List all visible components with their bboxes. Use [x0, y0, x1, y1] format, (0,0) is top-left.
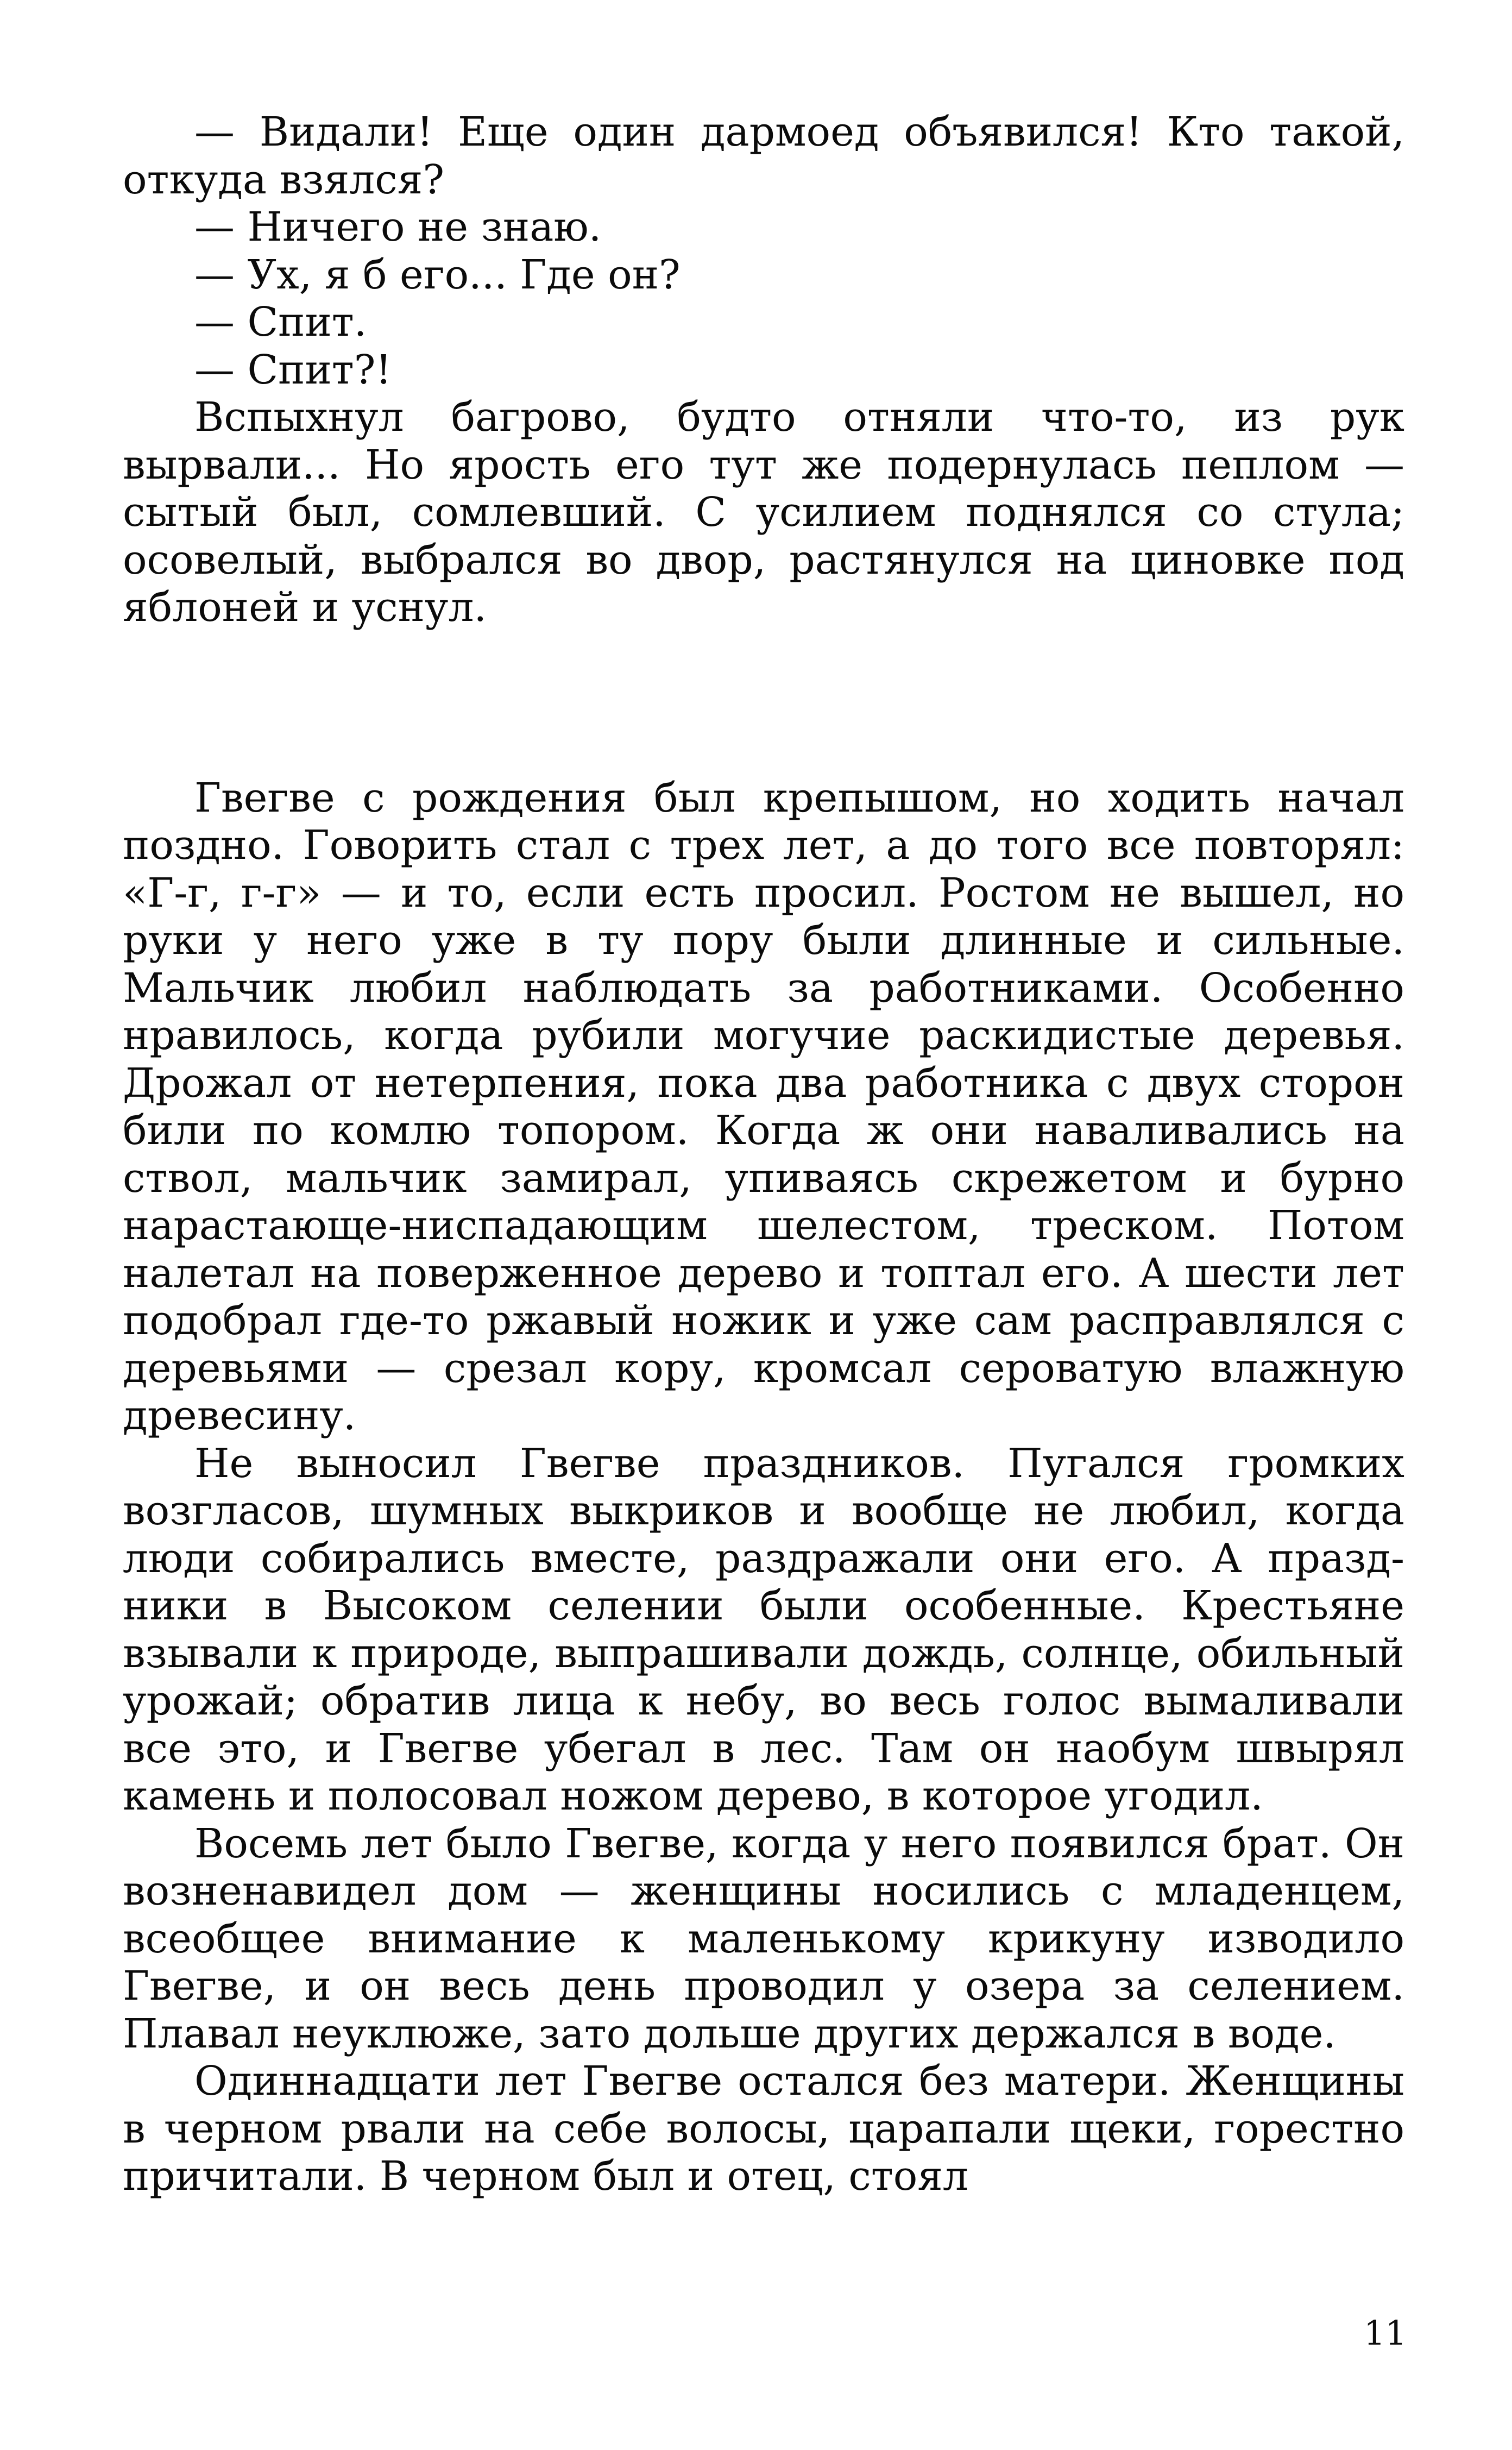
dialogue-line-1: — Видали! Еще один дармоед объявился! Кто такой, откуда взялся?	[123, 109, 1404, 203]
story-paragraph-4: Одиннадцати лет Гвегве остался без матери. Женщины в черном рвали на себе волосы, царапали щеки, горестно причитали. В черном был и отец, стоял	[123, 2058, 1404, 2200]
page-number: 11	[1364, 2313, 1407, 2353]
narrative-paragraph: Вспыхнул багрово, будто отняли что-то, из рук вырвали... Но ярость его тут же подернулась пеплом — сытый был, сомлевший. С усилием поднялся со стула; осовелый, выбрался во двор, растянулся на циновке под яблоней и уснул.	[123, 394, 1404, 631]
section-break	[123, 632, 1404, 775]
page-body	[123, 109, 1404, 2201]
story-section	[123, 775, 1404, 2201]
story-paragraph-2: Не выносил Гвегве праздников. Пугался громких возгласов, шумных выкриков и вообще не любил, когда люди собирались вместе, раздражали они его. А праздники в Высоком селении были особенные. Крестьяне взывали к природе, выпрашивали дождь, солнце, обильный урожай; обратив лица к небу, во весь голос вымаливали все это, и Гвегве убегал в лес. Там он наобум швырял камень и полосовал ножом дерево, в которое угодил.	[123, 1440, 1404, 1819]
story-paragraph-3: Восемь лет было Гвегве, когда у него появился брат. Он возненавидел дом — женщины носились с младенцем, всеобщее внимание к маленькому крикуну изводило Гвегве, и он весь день проводил у озера за селением. Плавал неуклюже, зато дольше других держался в воде.	[123, 1820, 1404, 2057]
dialogue-line-3: — Ух, я б его... Где он?	[194, 251, 681, 298]
story-paragraph-1: Гвегве с рождения был крепышом, но ходить начал поздно. Говорить стал с трех лет, а до того все повторял: «Г-г, г-г» — и то, если есть просил. Ростом не вышел, но руки у него уже в ту пору были длинные и сильные. Мальчик любил наблюдать за работниками. Особенно нравилось, когда рубили могучие раскидистые деревья. Дрожал от нетерпения, пока два работника с двух сторон били по комлю топором. Когда ж они наваливались на ствол, мальчик замирал, упиваясь скрежетом и бурно нарастающе-ниспадающим шелестом, треском. Потом налетал на поверженное дерево и топтал его. А шести лет подобрал где-то ржавый ножик и уже сам расправлялся с деревьями — срезал кору, кромсал сероватую влажную древесину.	[123, 774, 1404, 1439]
dialogue-section	[123, 109, 1404, 632]
dialogue-line-4: — Спит.	[194, 299, 367, 345]
dialogue-line-5: — Спит?!	[194, 346, 392, 393]
dialogue-line-2: — Ничего не знаю.	[194, 204, 602, 250]
